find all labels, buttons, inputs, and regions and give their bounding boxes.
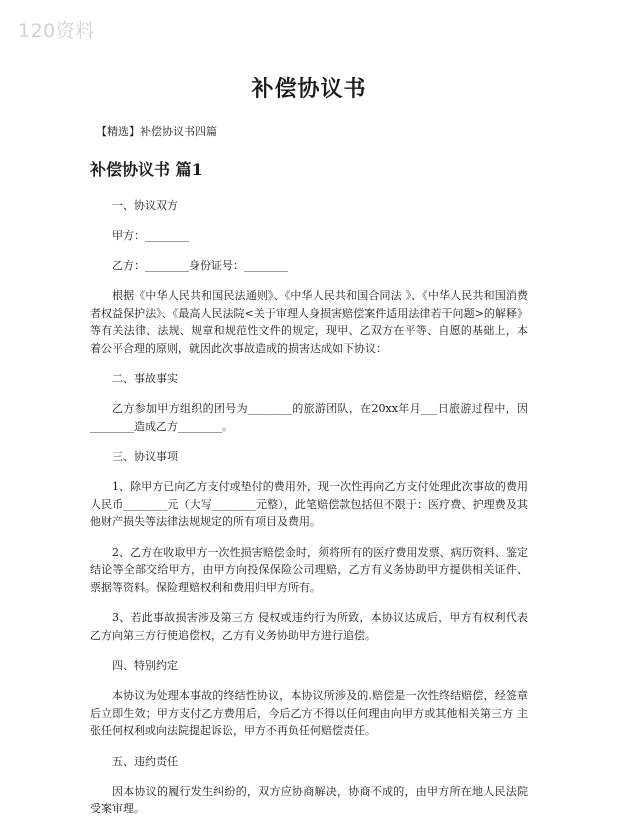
document-page (90, 72, 528, 831)
paragraph-term-3: 3、若此事故损害涉及第三方 侵权或违约行为所致，本协议达成后，甲方有权利代表乙方向第三方行使追偿权，乙方有义务协助甲方进行追偿。 (90, 611, 528, 642)
heading-terms: 三、协议事项 (112, 450, 178, 463)
document-title: 补偿协议书 (251, 76, 367, 102)
paragraph-liability: 因本协议的履行发生纠纷的，双方应协商解决，协商不成的，由甲方所在地人民法院受案审理。 (90, 784, 528, 815)
heading-liability: 五、违约责任 (112, 754, 178, 768)
heading-parties: 一、协议双方 (112, 199, 178, 212)
paragraph-special: 本协议为处理本事故的终结性协议，本协议所涉及的.赔偿是一次性终结赔偿，经签章后立即生效；甲方支付乙方费用后，今后乙方不得以任何理由向甲方或其他相关第三方 主张任何权利或向法院提起诉讼，甲方不再负任何赔偿责任。 (90, 689, 528, 737)
heading-special: 四、特别约定 (112, 659, 178, 672)
watermark-text: 120资料 (18, 20, 95, 42)
paragraph-legal-basis: 根据《中华人民共和国民法通则》、《中华人民共和国合同法 》、《中华人民共和国消费者权益保护法》、《最高人民法院<关于审理人身损害赔偿案件适用法律若干问题>的解释》等有关法律、法规、规章和规范性文件的规定，现甲、乙双方在平等、自愿的基础上，本着公平合理的原则，就因此次事故造成的损害达成如下协议： (90, 289, 528, 355)
paragraph-term-2: 2、乙方在收取甲方一次性损害赔偿金时，须将所有的医疗费用发票、病历资料、鉴定结论等全部交给甲方，由甲方向投保保险公司理赔，乙方有义务协助甲方提供相关证件、票据等资料。保险理赔权利和费用归甲方所有。 (90, 545, 528, 594)
paragraph-term-1: 1、除甲方已向乙方支付或垫付的费用外，现一次性再向乙方支付处理此次事故的费用人民币________元（大写________元整），此笔赔偿款包括但不限于：医疗费、护理费及其他财产损失等法律法规规定的所有项目及费用。 (90, 480, 528, 528)
document-subtitle: 【精选】补偿协议书四篇 (96, 125, 217, 138)
party-a-line: 甲方：________ (112, 229, 189, 242)
party-b-line: 乙方：________身份证号：________ (112, 259, 288, 272)
paragraph-facts: 乙方参加甲方组织的团号为________的旅游团队，在20xx年月___日旅游过程中，因________造成乙方________。 (90, 402, 528, 433)
section-title: 补偿协议书 篇1 (90, 160, 203, 179)
heading-facts: 二、事故事实 (112, 372, 178, 385)
